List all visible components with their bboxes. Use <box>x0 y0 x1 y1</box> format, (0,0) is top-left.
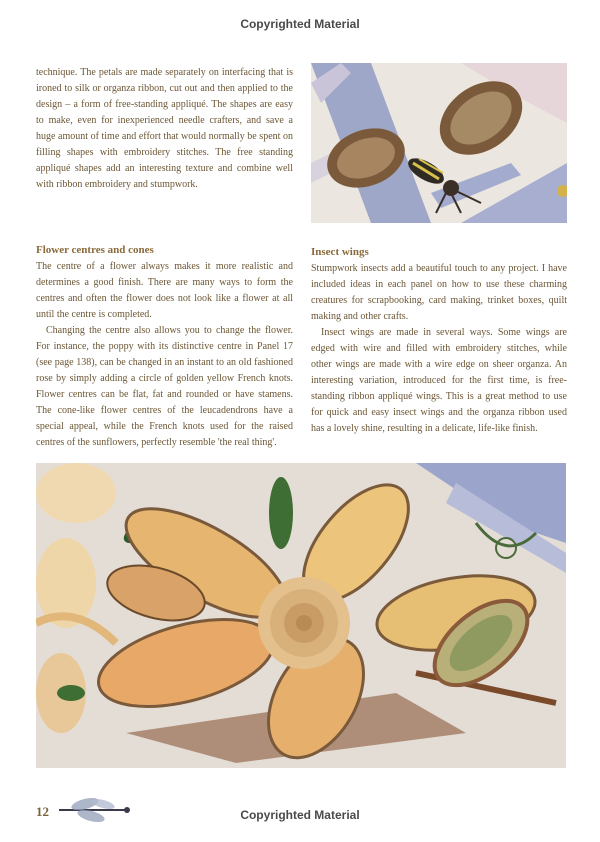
intro-paragraph: technique. The petals are made separately on interfacing that is ironed to silk or organza ribbon, cut out and then applied to the design – a form of free-standing appliqué. The shapes are easy to make, even for inexperienced needle crafters, and save a huge amount of time and effort that would normally be spent on filling shapes with embroidery stitches. The free standing appliqué shapes add an interesting texture and combine well with ribbon embroidery and stumpwork. <box>36 67 293 190</box>
intro-text-block <box>36 65 293 193</box>
insect-wings-section <box>311 244 567 437</box>
paragraph: Changing the centre also allows you to change the flower. For instance, the poppy with its distinctive centre in Panel 17 (see page 138), can be changed in an instant to an old fashioned rose by simply adding a circle of golden yellow French knots. Flower centres can be flat, fat and rounded or have stamens. The cone-like flower centres of the leucadendrons have a special appeal, while the French knots used for the raised centres of the sunflowers, perfectly resemble 'the real thing'. <box>36 325 293 448</box>
flower-centres-section <box>36 242 293 451</box>
watermark-top: Copyrighted Material <box>240 17 360 31</box>
paragraph: Insect wings are made in several ways. Some wings are edged with wire and filled with embroidery stitches, while other wings are made with a wire edge on sheer organza. An interesting variation, introduced for the first time, is free-standing ribbon appliqué wings. This is a great method to use for quick and easy insect wings and the organza ribbon used has a lovely shine, resulting in a delicate, life-like finish. <box>311 327 567 434</box>
bee-embroidery-photo <box>311 63 567 223</box>
page-number: 12 <box>36 804 49 819</box>
section-heading: Insect wings <box>311 246 369 258</box>
watermark-bottom: Copyrighted Material <box>240 808 360 822</box>
paragraph: The centre of a flower always makes it more realistic and determines a good finish. There are many ways to form the centres and often the flower does not look like a flower at all until the centre is completed. <box>36 261 293 320</box>
section-heading: Flower centres and cones <box>36 244 154 256</box>
flower-embroidery-photo <box>36 463 566 768</box>
paragraph: Stumpwork insects add a beautiful touch to any project. I have included ideas in each panel on how to use these charming creatures for scrapbooking, card making, trinket boxes, quilt making and other crafts. <box>311 263 567 322</box>
